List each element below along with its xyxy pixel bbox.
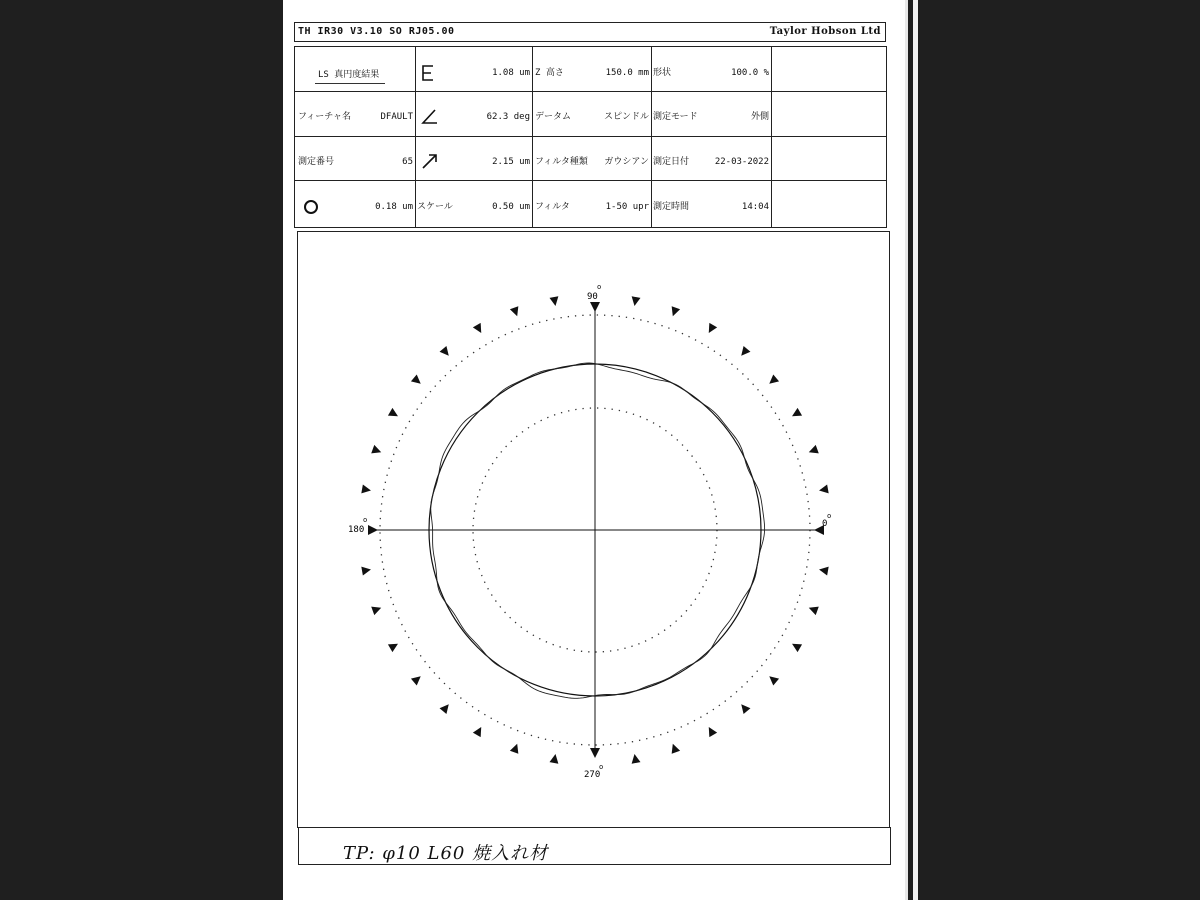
z-height-label: Z 高さ [535,68,564,78]
filter-type-label: フィルタ種類 [535,157,588,167]
angle-tick-marker [550,296,559,306]
feature-value: DFAULT [380,112,413,122]
angle-tick-marker [769,676,779,685]
angle-tick-marker [411,676,421,685]
angle-tick-marker [819,567,829,576]
scan-edge [905,0,908,900]
angle-tick-marker [388,408,398,416]
angle-tick-marker [550,754,559,764]
results-title: LS 真円度結果 [318,70,380,80]
angle-label-0: 0 [822,519,828,529]
angle-tick-marker [672,744,680,754]
meas-no-label: 測定番号 [298,157,335,167]
angle-tick-marker [371,607,381,615]
angle-tick-marker [411,375,421,384]
feature-label: フィーチャ名 [298,112,352,122]
roundness-icon [303,199,319,215]
angle-tick-marker [741,704,750,714]
form-value: 100.0 % [731,68,769,78]
form-label: 形状 [653,68,672,78]
eccentricity-icon [421,64,435,82]
angle-tick-marker [510,306,518,316]
title-underline [315,83,385,84]
axis-arrow-bottom [590,748,600,758]
angle-tick-marker [792,408,802,416]
eccentricity-value: 1.08 um [492,68,530,78]
angle-label-270: 270 [584,770,601,780]
datum-value: スピンドル [603,112,649,122]
polar-plot-frame [297,231,890,828]
manufacturer: Taylor Hobson Ltd [769,26,881,37]
angle-icon [421,108,439,126]
polar-plot [298,232,889,827]
angle-tick-marker [440,346,449,356]
angle-tick-marker [371,445,381,453]
date-label: 測定日付 [653,157,690,167]
degree-mark-180: o [363,516,368,524]
date-value: 22-03-2022 [714,157,769,167]
mode-label: 測定モード [653,112,698,122]
results-table [294,46,887,228]
angle-tick-marker [632,296,641,306]
angle-tick-marker [769,375,779,384]
scale-label: スケール [417,202,453,212]
filter-value: 1-50 upr [605,202,649,212]
angle-tick-marker [361,485,371,494]
angle-tick-marker [473,727,481,737]
angle-tick-marker [440,704,449,714]
handwritten-note-box [298,827,891,865]
angle-tick-marker [709,727,717,737]
instrument-id: TH IR30 V3.10 SO RJ05.00 [298,26,455,37]
degree-mark-270: o [599,763,604,771]
handwritten-note: TP: φ10 L60 焼入れ材 [343,843,549,864]
degree-mark-90: o [597,283,602,291]
angle-tick-marker [809,607,819,615]
datum-label: データム [535,112,572,122]
angle-tick-marker [709,323,717,333]
degree-mark-0: o [827,512,832,520]
scan-edge [913,0,918,900]
time-value: 14:04 [741,202,769,212]
angle-label-90: 90 [587,292,598,302]
axis-arrow-left [368,525,378,535]
roundness-profile [431,363,765,698]
concentricity-icon [421,152,439,170]
report-header [294,22,886,42]
mode-value: 外側 [750,112,769,122]
meas-no-value: 65 [402,157,413,167]
roundness-value: 0.18 um [375,202,413,212]
angle-tick-marker [792,644,802,652]
angle-value: 62.3 deg [486,112,530,122]
filter-label: フィルタ [535,202,570,212]
angle-tick-marker [510,744,518,754]
time-label: 測定時間 [653,202,690,212]
angle-tick-marker [819,485,829,494]
angle-tick-marker [361,567,371,576]
concentricity-value: 2.15 um [492,157,530,167]
angle-tick-marker [632,754,641,764]
angle-tick-marker [672,306,680,316]
z-height-value: 150.0 mm [605,68,649,78]
axis-arrow-top [590,302,600,312]
scale-value: 0.50 um [492,202,530,212]
angle-tick-marker [388,644,398,652]
angle-tick-marker [741,346,750,356]
angle-tick-marker [809,445,819,453]
angle-label-180: 180 [348,525,365,535]
filter-type-value: ガウシアン [604,157,649,167]
angle-tick-marker [473,323,481,333]
